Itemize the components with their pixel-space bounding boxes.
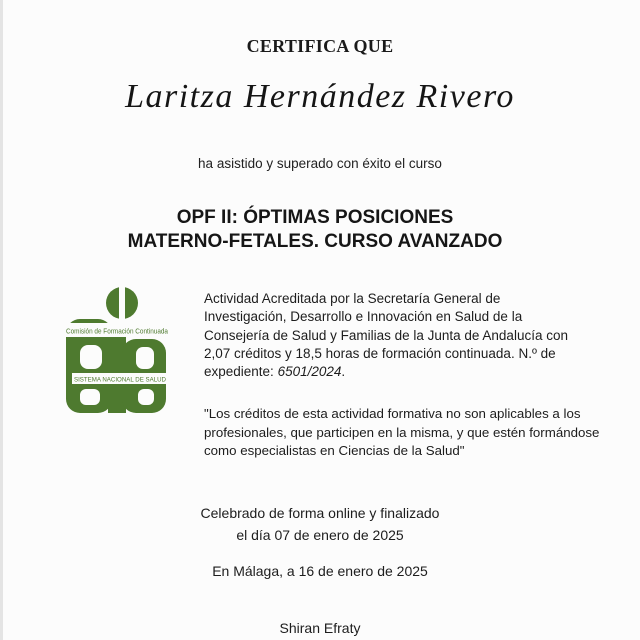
course-title-line-2: MATERNO-FETALES. CURSO AVANZADO — [127, 231, 503, 252]
cfc-logo-icon — [60, 285, 170, 415]
accreditation-body: Actividad Acreditada por la Secretaría General de Investigación, Desarrollo e Innovación en Salud de la Consejería de Salud y Familias de la Junta de Andalucía con 2,07 créditos y 18,5 horas de formación continuada. N.º de expediente: — [204, 291, 568, 380]
course-title — [0, 206, 630, 254]
logo-bottom-text: SISTEMA NACIONAL DE SALUD — [74, 376, 167, 384]
celebration-info — [160, 502, 480, 546]
celebration-line-1: Celebrado de forma online y finalizado — [200, 505, 440, 521]
intro-text: ha asistido y superado con éxito el curso — [198, 156, 442, 171]
celebration-line-2: el día 07 de enero de 2025 — [236, 527, 404, 543]
credits-note: "Los créditos de esta actividad formativa no son aplicables a los profesionales, que participen en la misma, y que estén formándose como especialistas en Ciencias de la Salud" — [204, 406, 600, 459]
place-and-date: En Málaga, a 16 de enero de 2025 — [212, 563, 428, 579]
certificate-heading: CERTIFICA QUE — [246, 36, 394, 56]
signer-name: Shiran Efraty — [279, 620, 361, 636]
logo-top-text: Comisión de Formación Continuada — [66, 326, 168, 336]
recipient-name: Laritza Hernández Rivero — [125, 78, 515, 115]
accreditation-end: . — [341, 364, 346, 380]
course-title-line-1: OPF II: ÓPTIMAS POSICIONES — [176, 207, 454, 228]
expediente-number: 6501/2024 — [277, 364, 342, 380]
accreditation-text — [204, 290, 584, 381]
